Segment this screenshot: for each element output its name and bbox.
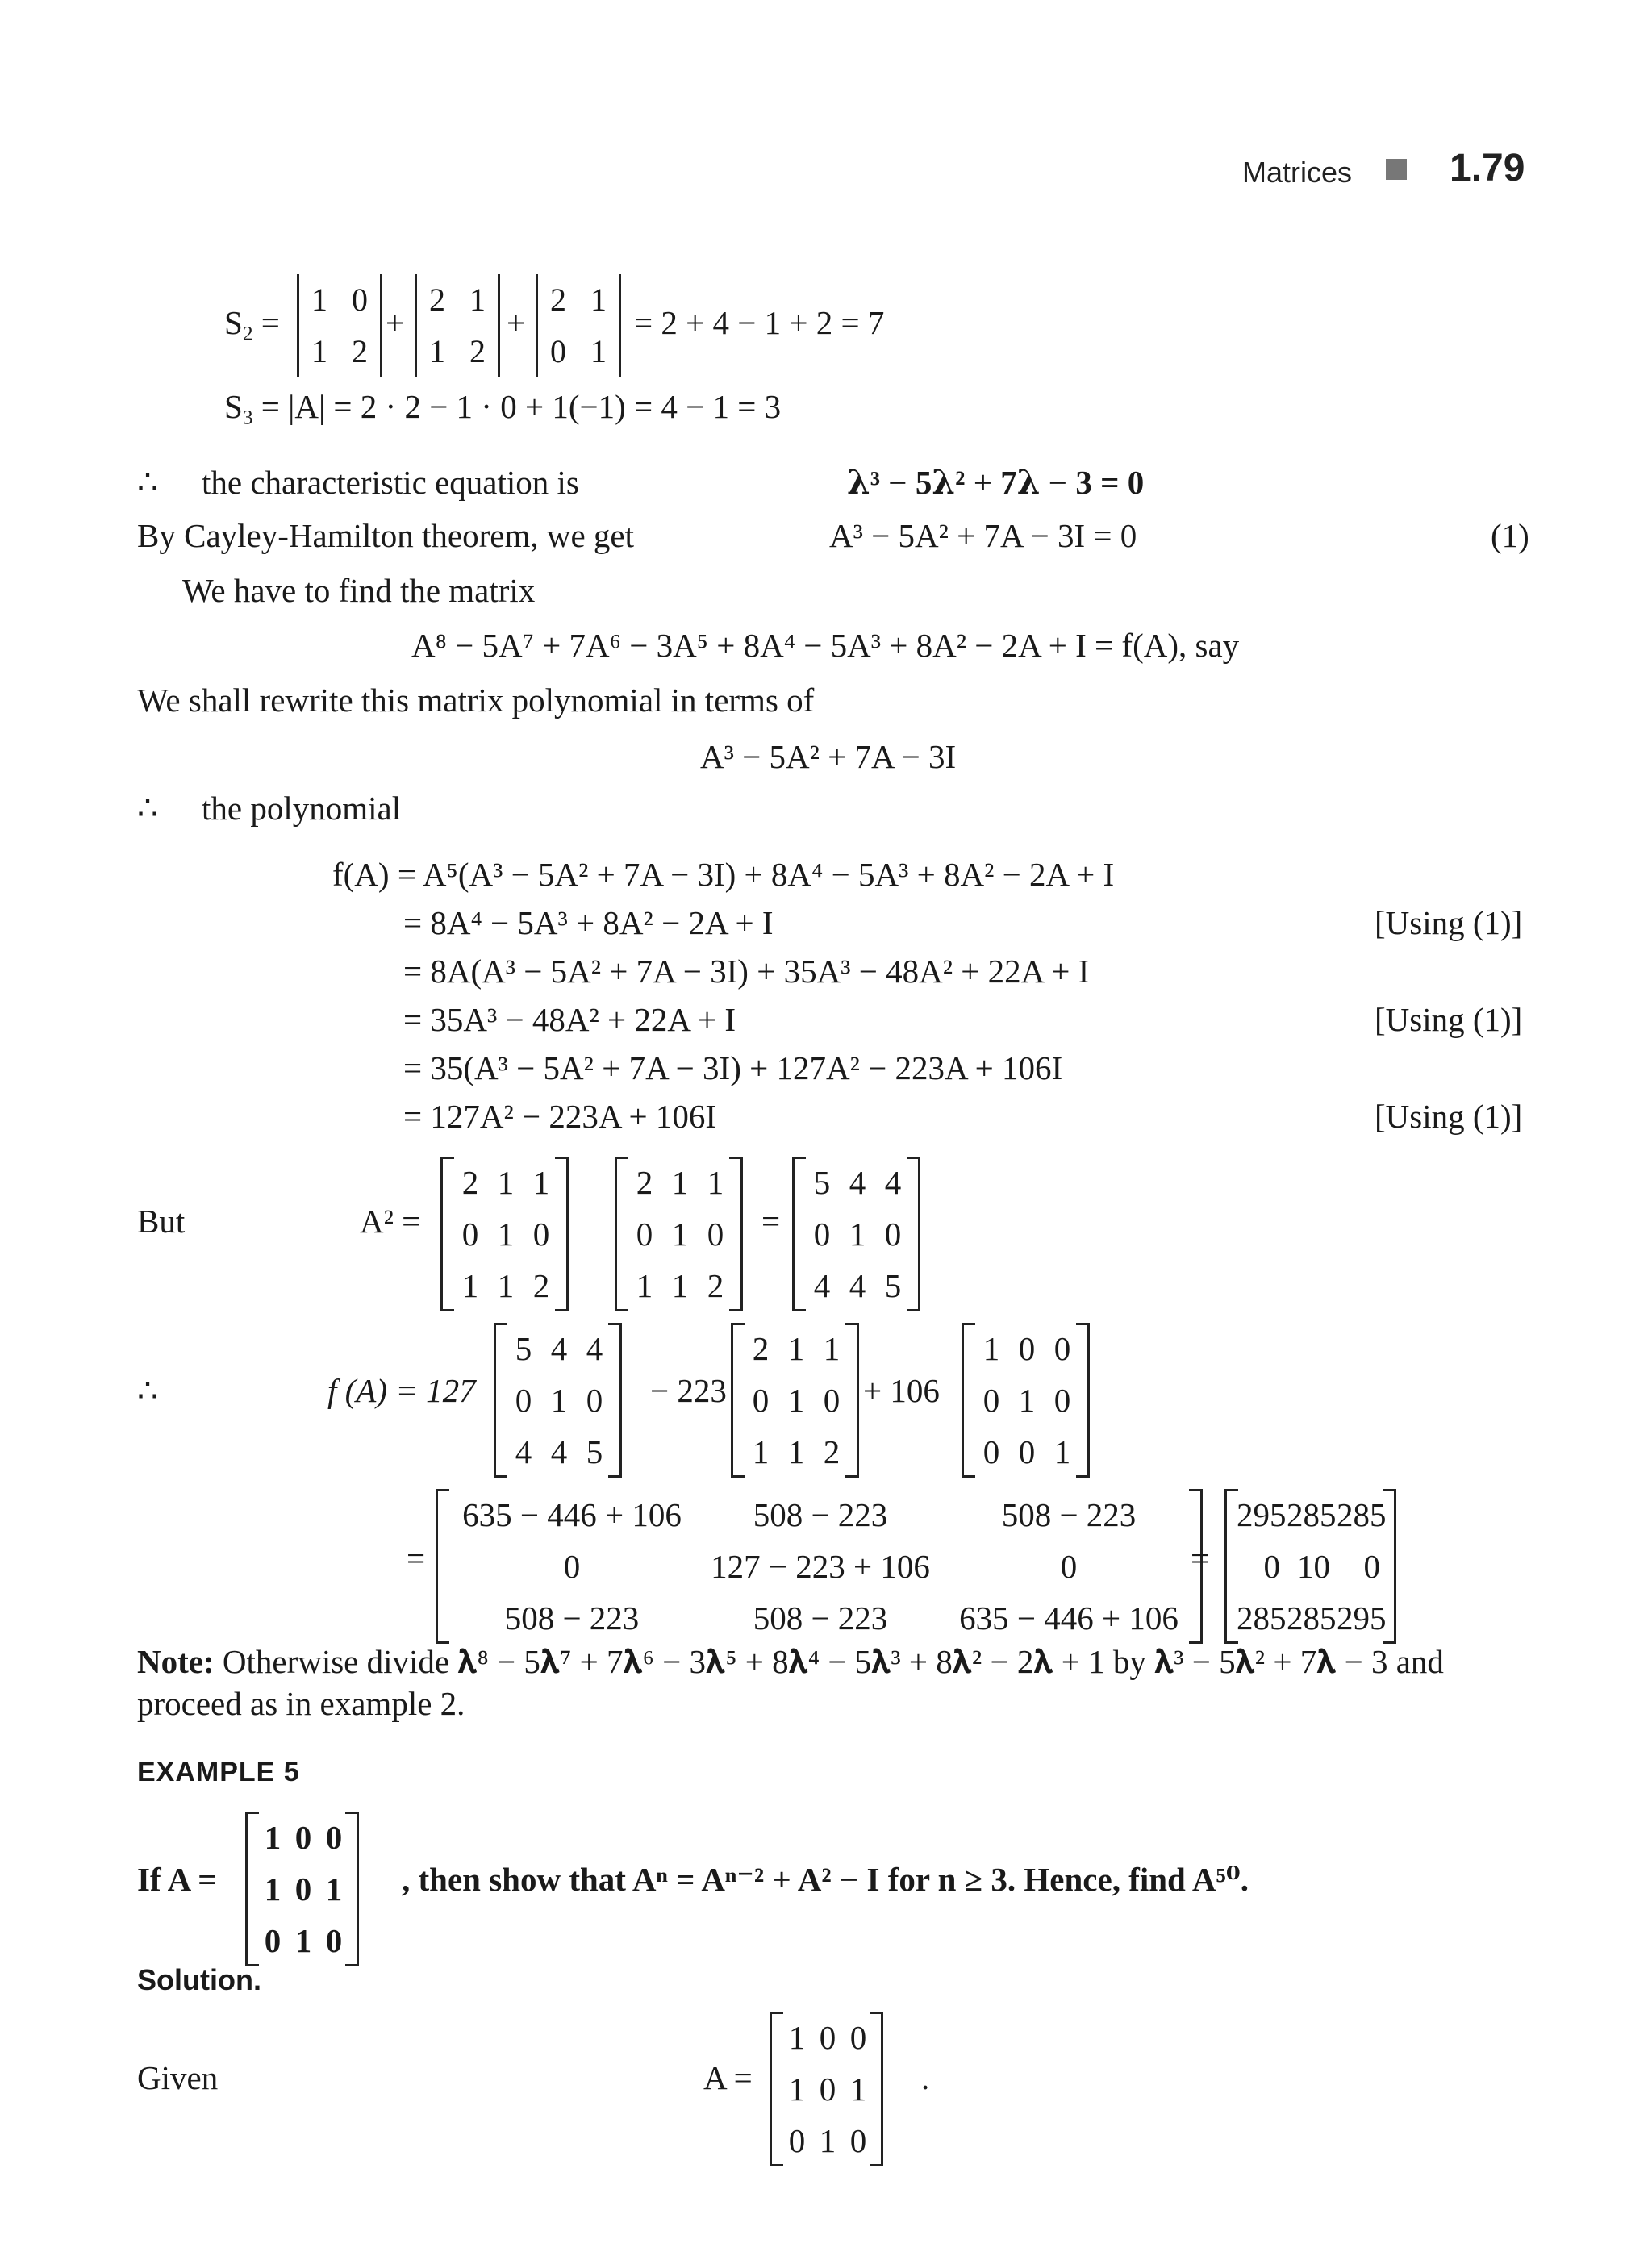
determinant-cell: 2	[429, 281, 445, 318]
matrix-cell: 1	[788, 2018, 806, 2056]
derivation-line: = 8A(A³ − 5A² + 7A − 3I) + 35A³ − 48A² + 22A + I	[403, 953, 1090, 990]
therefore-symbol: ∴	[137, 790, 159, 827]
s2-determinant-2	[415, 274, 500, 377]
matrix-cell: 0	[515, 1381, 532, 1419]
matrix-cell: 1	[787, 1381, 805, 1419]
matrix-cell: 285	[1287, 1599, 1337, 1637]
matrix-cell: 1	[707, 1163, 724, 1201]
s2-determinant-3	[536, 274, 621, 377]
matrix-cell: 2	[532, 1266, 550, 1304]
matrix-cell: 0	[752, 1381, 770, 1419]
derivation-line: f(A) = A⁵(A³ − 5A² + 7A − 3I) + 8A⁴ − 5A³ + 8A² − 2A + I	[332, 856, 1115, 893]
s2-label: $S_2$ =	[224, 304, 280, 345]
matrix-cell: 0	[461, 1215, 479, 1253]
s2-result: = 2 + 4 − 1 + 2 = 7	[634, 304, 885, 341]
matrix-cell: 0	[294, 1870, 312, 1908]
matrix-cell: 0	[823, 1381, 841, 1419]
example-lhs: If A =	[137, 1861, 217, 1898]
matrix-cell: 0	[325, 1921, 343, 1959]
matrix-cell: 1	[752, 1432, 770, 1470]
matrix-cell: 1	[264, 1870, 282, 1908]
matrix-cell: 1	[264, 1818, 282, 1856]
matrix-cell: 1	[497, 1266, 515, 1304]
matrix-cell: 0	[264, 1921, 282, 1959]
matrix-cell: 5	[813, 1163, 831, 1201]
a-matrix-1	[440, 1157, 571, 1311]
note-line-2: proceed as in example 2.	[137, 1685, 465, 1722]
note-line-1: Note: Otherwise divide 𝛌⁸ − 5𝛌⁷ + 7𝛌⁶ − 3𝛌⁵ + 8𝛌⁴ − 5𝛌³ + 8𝛌² − 2𝛌 + 1 by 𝛌³ − 5𝛌² + 7𝛌 − 3 and	[137, 1643, 1444, 1680]
matrix-cell: 1	[788, 2070, 806, 2108]
matrix-cell: 4	[515, 1432, 532, 1470]
example-heading: EXAMPLE 5	[137, 1757, 300, 1787]
matrix-cell: 1	[787, 1432, 805, 1470]
matrix-cell: 5	[884, 1266, 902, 1304]
therefore-symbol: ∴	[137, 1372, 159, 1409]
char-eq-formula: 𝛌³ − 5𝛌² + 7𝛌 − 3 = 0	[847, 464, 1145, 501]
determinant-cell: 0	[550, 333, 566, 369]
a-squared-lhs: A² =	[360, 1203, 421, 1240]
determinant-cell: 2	[550, 281, 566, 318]
determinant-cell: 1	[311, 281, 327, 318]
equation-tag: (1)	[1491, 517, 1529, 554]
solution-matrix	[770, 2012, 886, 2166]
matrix-cell: 0	[982, 1381, 1000, 1419]
determinant-cell: 1	[429, 333, 445, 369]
matrix-cell: 0	[532, 1215, 550, 1253]
given-label: Given	[137, 2059, 219, 2096]
matrix-cell: 1	[671, 1163, 689, 1201]
plus-sign: +	[507, 304, 526, 341]
matrix-cell: 0	[813, 1215, 831, 1253]
matrix-cell: 1	[849, 2070, 867, 2108]
matrix-cell: 285	[1287, 1495, 1337, 1533]
determinant-cell: 1	[590, 281, 607, 318]
derivation-line: = 35A³ − 48A² + 22A + I	[403, 1001, 736, 1038]
matrix-cell: 1	[671, 1266, 689, 1304]
running-header-title: Matrices	[1242, 156, 1353, 189]
header-square-icon	[1386, 159, 1407, 180]
matrix-cell: 0	[788, 2121, 806, 2159]
s2-determinant-1	[297, 274, 382, 377]
matrix-cell: 4	[849, 1163, 866, 1201]
expanded-result-matrix	[436, 1489, 1205, 1644]
matrix-cell: 0	[1053, 1329, 1071, 1367]
matrix-cell: 0	[819, 2018, 836, 2056]
determinant-cell: 2	[352, 333, 368, 369]
matrix-cell: 127 − 223 + 106	[711, 1547, 930, 1585]
matrix-cell: 0	[849, 2018, 867, 2056]
matrix-cell: 2	[823, 1432, 841, 1470]
matrix-cell: 0	[1018, 1432, 1036, 1470]
using-reference-tag: [Using (1)]	[1375, 1001, 1523, 1038]
matrix-cell: 0	[586, 1381, 603, 1419]
matrix-cell: 508 − 223	[753, 1599, 888, 1637]
a-squared-matrix	[494, 1323, 624, 1478]
matrix-cell: 285	[1337, 1495, 1387, 1533]
determinant-cell: 2	[469, 333, 486, 369]
matrix-cell: 285	[1237, 1599, 1287, 1637]
matrix-cell: 4	[586, 1329, 603, 1367]
rewrite-formula: A³ − 5A² + 7A − 3I	[700, 738, 957, 775]
matrix-cell: 0	[325, 1818, 343, 1856]
matrix-cell: 0	[819, 2070, 836, 2108]
a-matrix	[731, 1323, 861, 1478]
matrix-cell: 1	[671, 1215, 689, 1253]
matrix-cell: 0	[982, 1432, 1000, 1470]
a-matrix-2	[615, 1157, 745, 1311]
matrix-cell: 0	[884, 1215, 902, 1253]
derivation-line: = 8A⁴ − 5A³ + 8A² − 2A + I	[403, 904, 774, 941]
matrix-cell: 0	[1018, 1329, 1036, 1367]
matrix-cell: 0	[1060, 1547, 1078, 1585]
matrix-cell: 1	[532, 1163, 550, 1201]
determinant-cell: 1	[590, 333, 607, 369]
matrix-cell: 4	[550, 1432, 568, 1470]
matrix-cell: 0	[636, 1215, 653, 1253]
matrix-cell: 1	[461, 1266, 479, 1304]
matrix-cell: 5	[586, 1432, 603, 1470]
matrix-cell: 295	[1337, 1599, 1387, 1637]
example-statement: , then show that Aⁿ = Aⁿ⁻² + A² − I for n ≥ 3. Hence, find A⁵⁰.	[402, 1861, 1249, 1898]
matrix-cell: 635 − 446 + 106	[462, 1495, 682, 1533]
char-eq-text: the characteristic equation is	[202, 464, 579, 501]
using-reference-tag: [Using (1)]	[1375, 1098, 1523, 1135]
matrix-cell: 10	[1297, 1547, 1330, 1585]
s3-line: $S_3 = |A| = 2 \cdot 2 - 1 \cdot 0 + 1(-1) = 4 - 1 = 3$	[224, 388, 782, 429]
matrix-cell: 1	[1053, 1432, 1071, 1470]
matrix-cell: 508 − 223	[504, 1599, 640, 1637]
coefficient-plus-106: + 106	[863, 1372, 940, 1409]
solution-lhs: A =	[703, 2059, 753, 2096]
page-number: 1.79	[1450, 147, 1525, 190]
matrix-cell: 4	[884, 1163, 902, 1201]
matrix-cell: 635 − 446 + 106	[959, 1599, 1179, 1637]
find-matrix-text: We have to find the matrix	[182, 572, 536, 609]
derivation-line: = 127A² − 223A + 106I	[403, 1098, 717, 1135]
matrix-cell: 1	[636, 1266, 653, 1304]
matrix-cell: 2	[752, 1329, 770, 1367]
matrix-cell: 1	[787, 1329, 805, 1367]
determinant-cell: 1	[469, 281, 486, 318]
target-polynomial: A⁸ − 5A⁷ + 7A⁶ − 3A⁵ + 8A⁴ − 5A³ + 8A² − 2A + I = f(A), say	[411, 627, 1240, 664]
matrix-cell: 1	[294, 1921, 312, 1959]
but-label: But	[137, 1203, 186, 1240]
f-a-lhs: f (A) = 127	[327, 1372, 476, 1409]
matrix-cell: 1	[1018, 1381, 1036, 1419]
derivation-line: = 35(A³ − 5A² + 7A − 3I) + 127A² − 223A + 106I	[403, 1049, 1063, 1086]
matrix-cell: 2	[707, 1266, 724, 1304]
matrix-cell: 295	[1237, 1495, 1287, 1533]
identity-matrix	[962, 1323, 1092, 1478]
matrix-cell: 0	[1053, 1381, 1071, 1419]
therefore-symbol: ∴	[137, 464, 159, 501]
matrix-cell: 1	[550, 1381, 568, 1419]
matrix-cell: 2	[636, 1163, 653, 1201]
cayley-formula: A³ − 5A² + 7A − 3I = 0	[829, 517, 1137, 554]
matrix-cell: 1	[819, 2121, 836, 2159]
matrix-cell: 0	[1263, 1547, 1280, 1585]
example-matrix	[245, 1812, 361, 1966]
rewrite-text: We shall rewrite this matrix polynomial in terms of	[137, 682, 815, 719]
matrix-cell: 1	[823, 1329, 841, 1367]
matrix-cell: 1	[982, 1329, 1000, 1367]
matrix-cell: 1	[497, 1215, 515, 1253]
matrix-cell: 4	[813, 1266, 831, 1304]
matrix-cell: 0	[849, 2121, 867, 2159]
matrix-cell: 508 − 223	[753, 1495, 888, 1533]
using-reference-tag: [Using (1)]	[1375, 904, 1523, 941]
equals-sign: =	[1191, 1540, 1210, 1577]
final-result-matrix	[1224, 1489, 1399, 1644]
matrix-cell: 508 − 223	[1001, 1495, 1137, 1533]
matrix-cell: 0	[707, 1215, 724, 1253]
cayley-text: By Cayley-Hamilton theorem, we get	[137, 517, 634, 554]
polynomial-text: the polynomial	[202, 790, 402, 827]
matrix-cell: 1	[325, 1870, 343, 1908]
a-squared-result-matrix	[792, 1157, 923, 1311]
determinant-cell: 1	[311, 333, 327, 369]
solution-heading: Solution.	[137, 1963, 261, 1996]
matrix-cell: 0	[1363, 1547, 1380, 1585]
equals-sign: =	[761, 1203, 781, 1240]
determinant-cell: 0	[352, 281, 368, 318]
plus-sign: +	[386, 304, 405, 341]
matrix-cell: 1	[497, 1163, 515, 1201]
period: .	[921, 2059, 930, 2096]
matrix-cell: 0	[563, 1547, 581, 1585]
matrix-cell: 5	[515, 1329, 532, 1367]
equals-sign: =	[407, 1540, 426, 1577]
matrix-cell: 2	[461, 1163, 479, 1201]
matrix-cell: 1	[849, 1215, 866, 1253]
matrix-cell: 4	[849, 1266, 866, 1304]
matrix-cell: 0	[294, 1818, 312, 1856]
coefficient-minus-223: − 223	[650, 1372, 727, 1409]
matrix-cell: 4	[550, 1329, 568, 1367]
